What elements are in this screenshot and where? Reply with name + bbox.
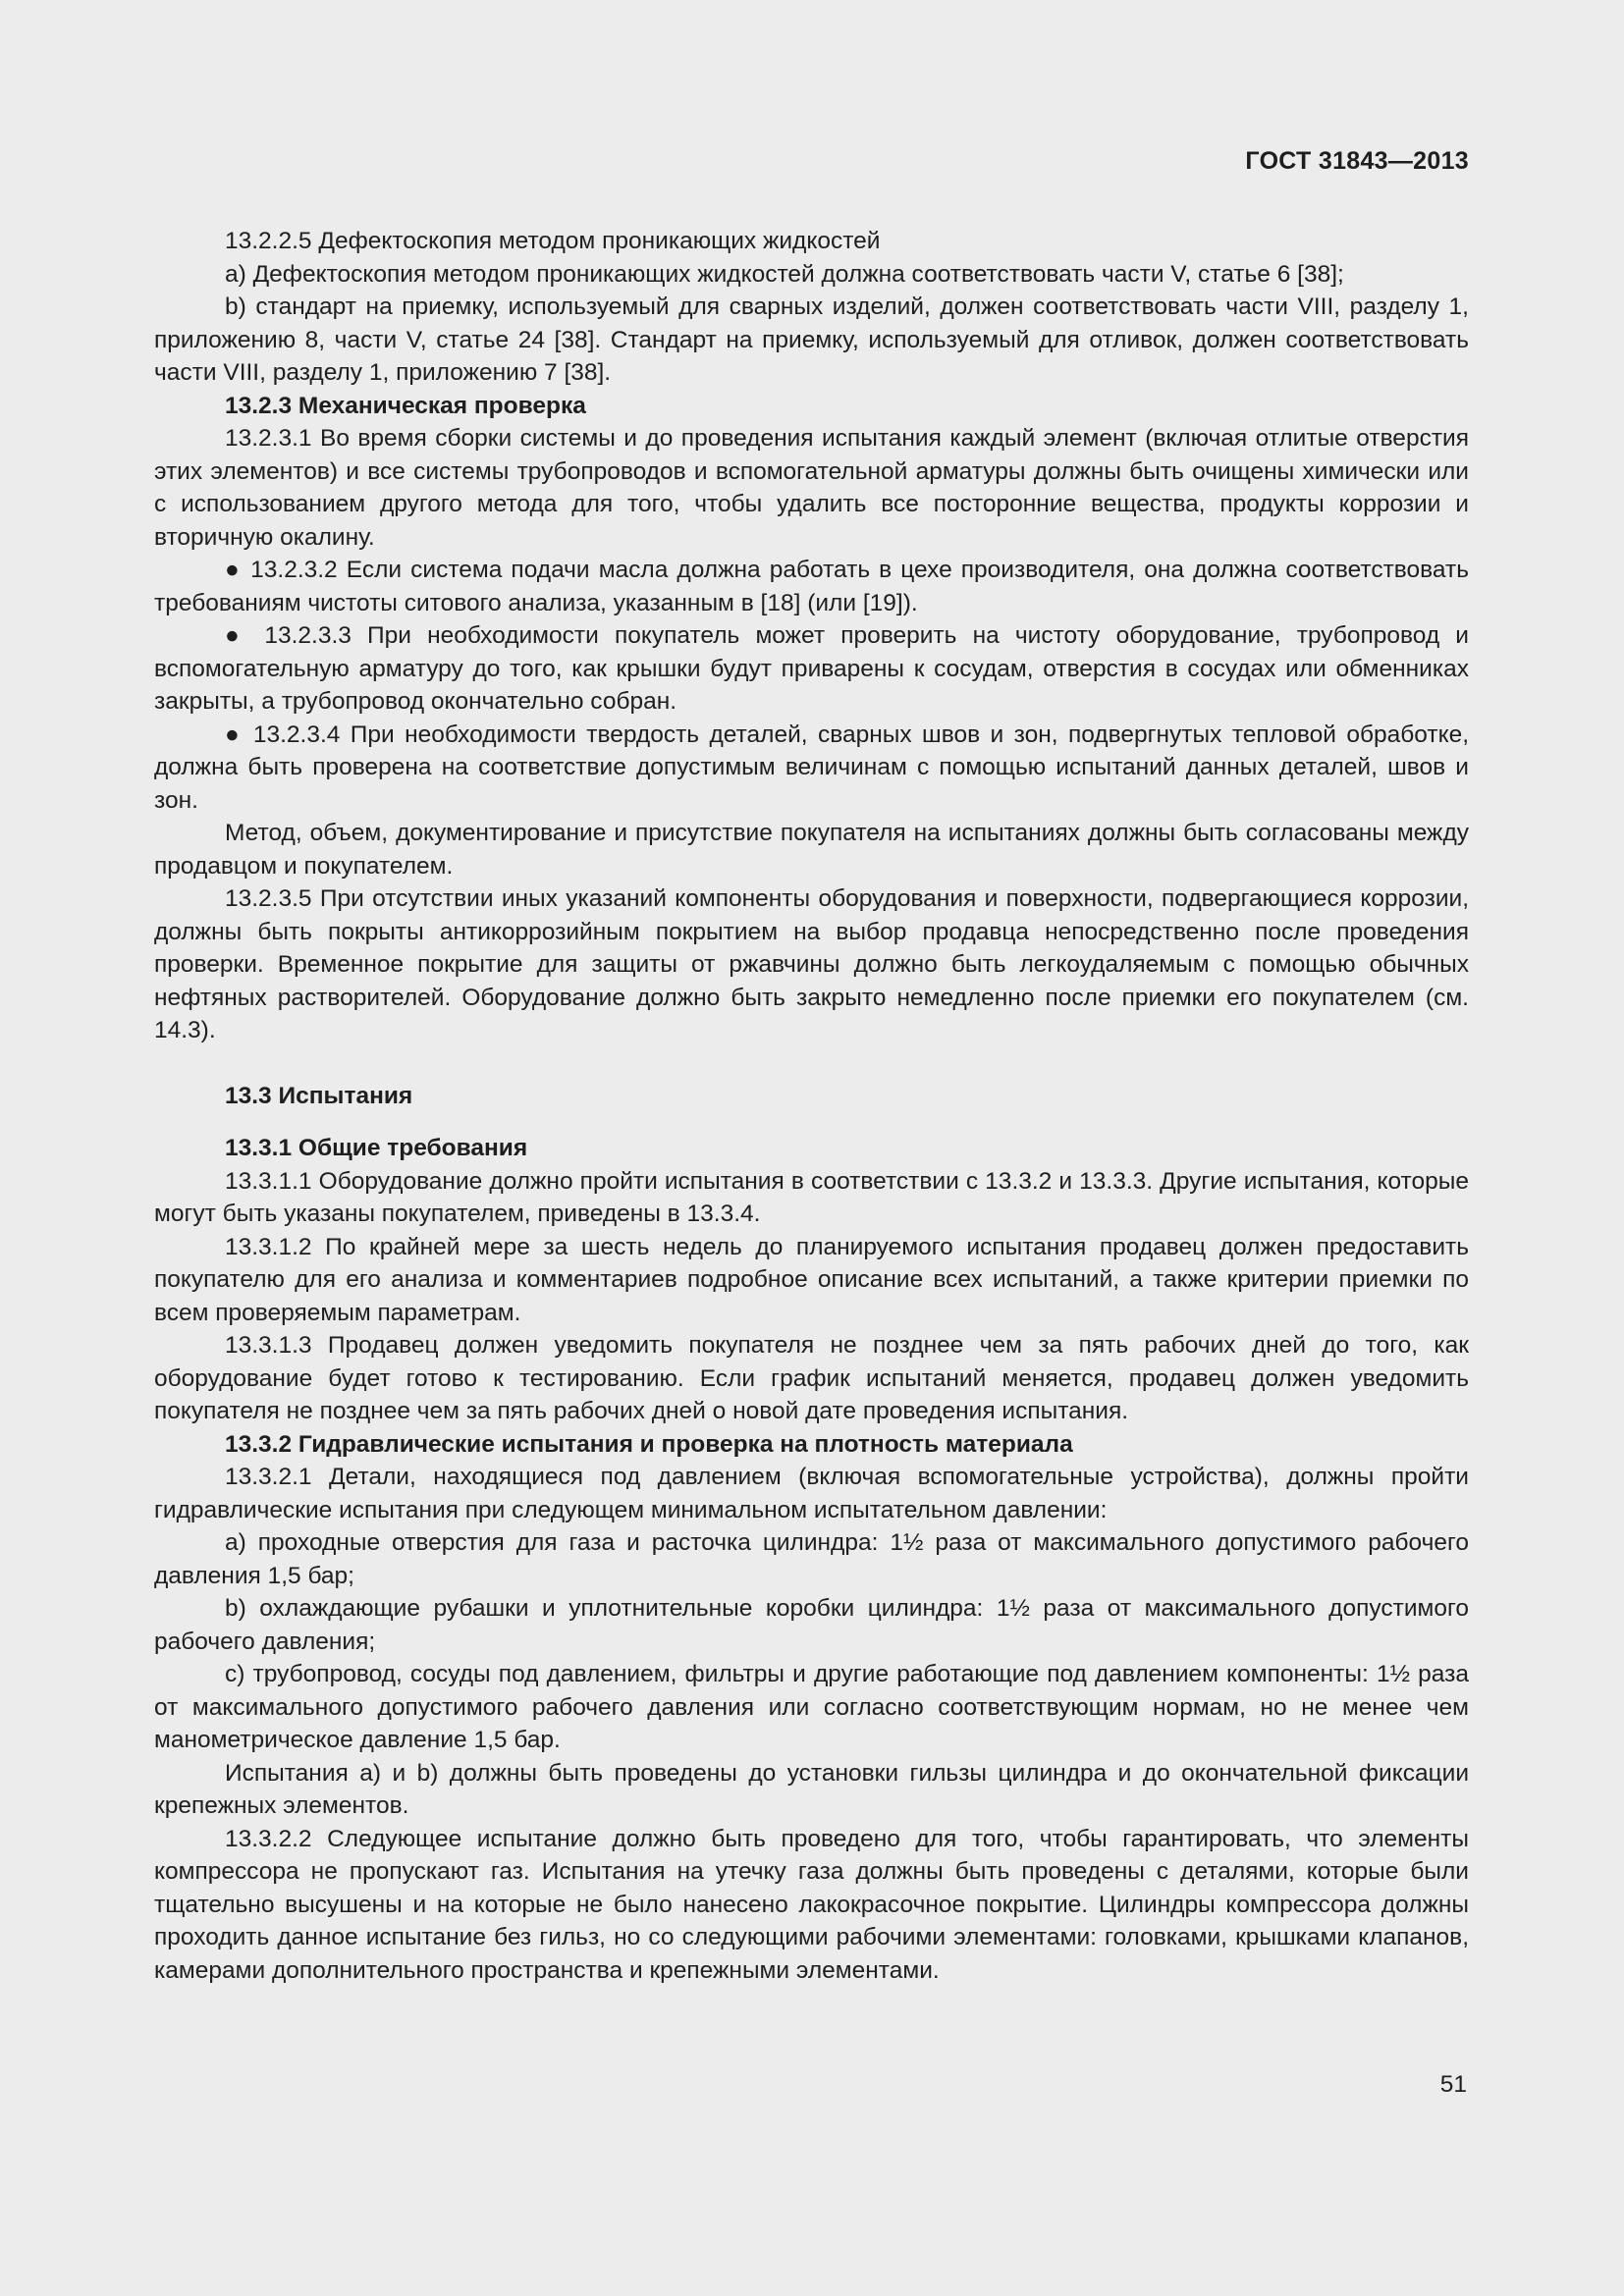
section-heading-13-3: 13.3 Испытания bbox=[225, 1082, 413, 1109]
paragraph-13-3-2-1-b: b) охлаждающие рубашки и уплотнительные коробки цилиндра: 1½ раза от максимального допустимого рабочего давления; bbox=[154, 1595, 1469, 1655]
section-heading-13-2-3: 13.2.3 Механическая проверка bbox=[225, 392, 586, 419]
paragraph-13-2-2-5-title: 13.2.2.5 Дефектоскопия методом проникающих жидкостей bbox=[225, 228, 881, 254]
paragraph-13-3-2-1-a: a) проходные отверстия для газа и расточка цилиндра: 1½ раза от максимального допустимого рабочего давления 1,5 бар; bbox=[154, 1529, 1469, 1589]
paragraph-13-3-2-1: 13.3.2.1 Детали, находящиеся под давлением (включая вспомогательные устройства), должны пройти гидравлические испытания при следующем минимальном испытательном давлении: bbox=[154, 1464, 1469, 1523]
paragraph-13-2-2-5-a: a) Дефектоскопия методом проникающих жидкостей должна соответствовать части V, статье 6 [38]; bbox=[225, 260, 1344, 288]
paragraph-13-2-3-4: ● 13.2.3.4 При необходимости твердость деталей, сварных швов и зон, подвергнутых тепловой обработке, должна быть проверена на соответствие допустимым величинам с помощью испытаний данных деталей, швов и зон. bbox=[154, 721, 1469, 814]
page-number: 51 bbox=[1439, 2071, 1467, 2098]
paragraph-13-3-2-1-c: c) трубопровод, сосуды под давлением, фильтры и другие работающие под давлением компоненты: 1½ раза от максимального допустимого рабочего давления или согласно соответствующим нормам, но не менее чем манометрическое давление 1,5 бар. bbox=[154, 1661, 1469, 1753]
paragraph-13-2-3-5: 13.2.3.5 При отсутствии иных указаний компоненты оборудования и поверхности, подвергающиеся коррозии, должны быть покрыты антикоррозийным покрытием на выбор продавца непосредственно после проведения проверки. Временное покрытие для защиты от ржавчины должно быть легкоудаляемым с помощью обычных нефтяных растворителей. Оборудование должно быть закрыто немедленно после приемки его покупателем (см. 14.3). bbox=[154, 885, 1469, 1043]
paragraph-13-3-2-2: 13.3.2.2 Следующее испытание должно быть проведено для того, чтобы гарантировать, что элементы компрессора не пропускают газ. Испытания на утечку газа должны быть проведены с деталями, которые были тщательно высушены и на которые не было нанесено лакокрасочное покрытие. Цилиндры компрессора должны проходить данное испытание без гильз, но со следующими рабочими элементами: головками, крышками клапанов, камерами дополнительного пространства и крепежными элементами. bbox=[154, 1825, 1469, 1984]
paragraph-13-2-3-3: ● 13.2.3.3 При необходимости покупатель может проверить на чистоту оборудование, трубопровод и вспомогательную арматуру до того, как крышки будут приварены к сосудам, отверстия в сосудах или обменниках закрыты, а трубопровод окончательно собран. bbox=[154, 622, 1469, 715]
section-heading-13-3-2: 13.3.2 Гидравлические испытания и проверка на плотность материала bbox=[225, 1430, 1073, 1458]
paragraph-tests-a-b: Испытания a) и b) должны быть проведены до установки гильзы цилиндра и до окончательной фиксации крепежных элементов. bbox=[154, 1759, 1469, 1819]
paragraph-13-2-2-5-b: b) стандарт на приемку, используемый для сварных изделий, должен соответствовать части VIII, разделу 1, приложению 8, части V, статье 24 [38]. Стандарт на приемку, используемый для отливок, должен соответствовать части VIII, разделу 1, приложению 7 [38]. bbox=[154, 294, 1469, 386]
paragraph-method-scope: Метод, объем, документирование и присутствие покупателя на испытаниях должны быть согласованы между продавцом и покупателем. bbox=[154, 820, 1469, 880]
section-heading-13-3-1: 13.3.1 Общие требования bbox=[225, 1135, 528, 1161]
document-body bbox=[154, 225, 1469, 1987]
paragraph-13-3-1-1: 13.3.1.1 Оборудование должно пройти испытания в соответствии с 13.3.2 и 13.3.3. Другие испытания, которые могут быть указаны покупателем, приведены в 13.3.4. bbox=[154, 1167, 1469, 1227]
paragraph-13-2-3-2: ● 13.2.3.2 Если система подачи масла должна работать в цехе производителя, она должна соответствовать требованиям чистоты ситового анализа, указанным в [18] (или [19]). bbox=[154, 557, 1469, 616]
paragraph-13-3-1-2: 13.3.1.2 По крайней мере за шесть недель до планируемого испытания продавец должен предоставить покупателю для его анализа и комментариев подробное описание всех испытаний, а также критерии приемки по всем проверяемым параметрам. bbox=[154, 1233, 1469, 1326]
document-code-header: ГОСТ 31843—2013 bbox=[1245, 147, 1469, 175]
paragraph-13-2-3-1: 13.2.3.1 Во время сборки системы и до проведения испытания каждый элемент (включая отлитые отверстия этих элементов) и все системы трубопроводов и вспомогательной арматуры должны быть очищены химически или с использованием другого метода для того, чтобы удалить все посторонние вещества, продукты коррозии и вторичную окалину. bbox=[154, 425, 1469, 551]
paragraph-13-3-1-3: 13.3.1.3 Продавец должен уведомить покупателя не позднее чем за пять рабочих дней до того, как оборудование будет готово к тестированию. Если график испытаний меняется, продавец должен уведомить покупателя не позднее чем за пять рабочих дней о новой дате проведения испытания. bbox=[154, 1332, 1469, 1424]
